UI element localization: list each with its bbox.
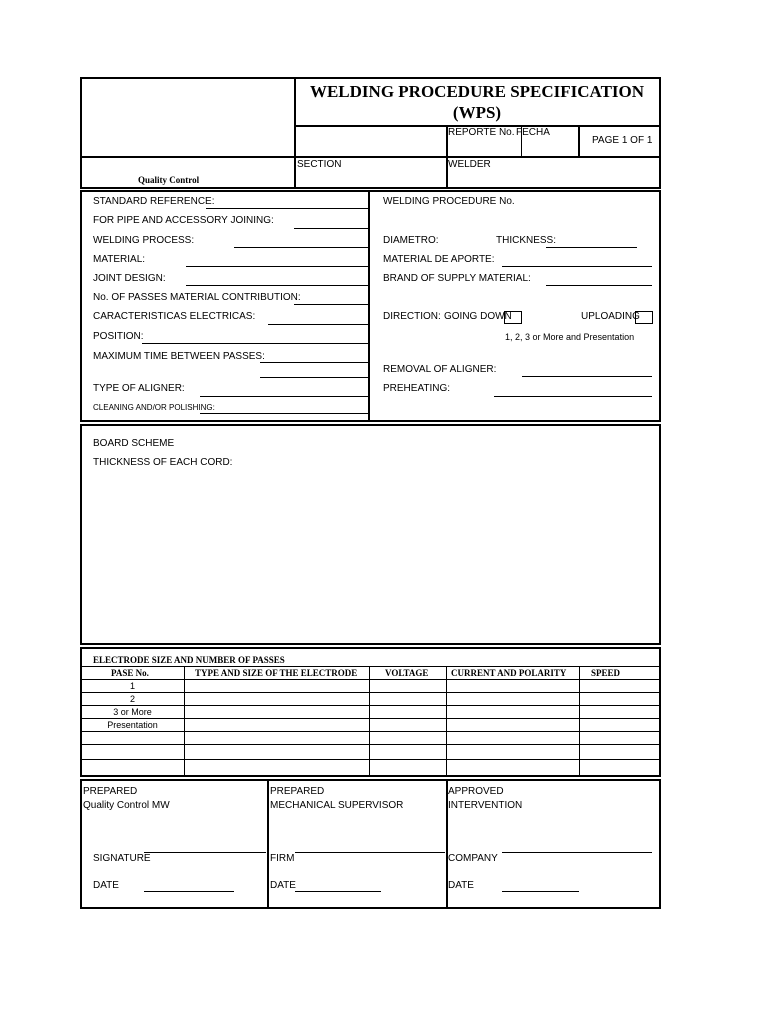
board-scheme-label: BOARD SCHEME <box>93 438 175 449</box>
pipe-joining-line[interactable] <box>294 228 368 229</box>
date-label: DATE <box>93 880 119 891</box>
signoff-role: APPROVED <box>448 786 504 797</box>
signoff-name: INTERVENTION <box>448 800 523 811</box>
going-down-label: GOING DOWN <box>444 311 512 322</box>
date-label: DATE <box>270 880 296 891</box>
cleaning-polishing-line[interactable] <box>200 413 368 414</box>
passes-contribution-line[interactable] <box>294 304 368 305</box>
material-aporte-label: MATERIAL DE APORTE: <box>383 254 495 265</box>
col-header-pase: PASE No. <box>111 668 149 678</box>
electrical-characteristics-label: CARACTERISTICAS ELECTRICAS: <box>93 311 256 322</box>
direction-label: DIRECTION: <box>383 311 441 322</box>
firm-line[interactable] <box>295 852 445 853</box>
type-of-aligner-label: TYPE OF ALIGNER: <box>93 383 185 394</box>
max-time-passes-label: MAXIMUM TIME BETWEEN PASSES: <box>93 351 265 362</box>
material-label: MATERIAL: <box>93 254 146 265</box>
table-row-line <box>81 731 660 732</box>
table-row-line <box>81 759 660 760</box>
welding-process-line[interactable] <box>234 247 368 248</box>
pipe-joining-label: FOR PIPE AND ACCESSORY JOINING: <box>93 215 274 226</box>
standard-reference-label: STANDARD REFERENCE: <box>93 196 215 207</box>
diametro-label: DIAMETRO: <box>383 235 439 246</box>
section-label: SECTION <box>297 159 342 170</box>
passes-contribution-label: No. OF PASSES MATERIAL CONTRIBUTION: <box>93 292 301 303</box>
cleaning-polishing-label: CLEANING AND/OR POLISHING: <box>93 403 215 412</box>
thickness-line[interactable] <box>546 247 637 248</box>
electrode-table-title: ELECTRODE SIZE AND NUMBER OF PASSES <box>93 655 285 665</box>
electrode-header-top <box>81 666 660 667</box>
col-header-current: CURRENT AND POLARITY <box>451 668 567 678</box>
uploading-checkbox[interactable] <box>635 311 653 324</box>
material-aporte-line[interactable] <box>502 266 652 267</box>
fecha-label: FECHA <box>516 127 550 138</box>
company-line[interactable] <box>502 852 652 853</box>
header-page-divider <box>578 125 580 157</box>
cord-thickness-label: THICKNESS OF EACH CORD: <box>93 457 233 468</box>
material-line[interactable] <box>186 266 368 267</box>
department-label: Quality Control <box>138 175 200 185</box>
max-time-passes-line-2[interactable] <box>260 377 368 378</box>
direction-note: 1, 2, 3 or More and Presentation <box>505 332 635 342</box>
col-header-electrode: TYPE AND SIZE OF THE ELECTRODE <box>195 668 358 678</box>
col-header-speed: SPEED <box>591 668 621 678</box>
electrical-characteristics-line[interactable] <box>268 324 368 325</box>
max-time-passes-line[interactable] <box>260 362 368 363</box>
preheating-line[interactable] <box>494 396 652 397</box>
signoff-divider-1 <box>267 779 269 909</box>
signoff-section <box>80 779 661 909</box>
date-line[interactable] <box>502 891 579 892</box>
joint-design-label: JOINT DESIGN: <box>93 273 166 284</box>
preheating-label: PREHEATING: <box>383 383 451 394</box>
going-down-checkbox[interactable] <box>504 311 522 324</box>
position-line[interactable] <box>142 343 368 344</box>
signoff-role: PREPARED <box>270 786 325 797</box>
brand-supply-label: BRAND OF SUPPLY MATERIAL: <box>383 273 531 284</box>
pass-cell: 3 or More <box>113 707 152 717</box>
date-label: DATE <box>448 880 474 891</box>
thickness-label: THICKNESS: <box>496 235 557 246</box>
company-label: COMPANY <box>448 853 498 864</box>
procedure-divider <box>368 190 370 422</box>
procedure-no-label: WELDING PROCEDURE No. <box>383 196 515 207</box>
page-title-acronym: (WPS) <box>452 103 502 122</box>
pass-cell: Presentation <box>107 720 158 730</box>
removal-aligner-label: REMOVAL OF ALIGNER: <box>383 364 497 375</box>
position-label: POSITION: <box>93 331 144 342</box>
brand-supply-line[interactable] <box>546 285 652 286</box>
date-line[interactable] <box>295 891 381 892</box>
welding-process-label: WELDING PROCESS: <box>93 235 195 246</box>
type-of-aligner-line[interactable] <box>200 396 368 397</box>
signature-label: SIGNATURE <box>93 853 151 864</box>
page-title: WELDING PROCEDURE SPECIFICATION <box>309 82 645 101</box>
pass-cell: 1 <box>129 681 135 691</box>
header-mid-line <box>80 156 661 158</box>
page-number: PAGE 1 OF 1 <box>592 135 653 146</box>
reporte-label: REPORTE No. <box>448 127 515 138</box>
removal-aligner-line[interactable] <box>522 376 652 377</box>
uploading-label: UPLOADING <box>581 311 640 322</box>
signature-line[interactable] <box>144 852 266 853</box>
firm-label: FIRM <box>270 853 295 864</box>
col-header-voltage: VOLTAGE <box>385 668 429 678</box>
signoff-role: PREPARED <box>83 786 138 797</box>
welder-label: WELDER <box>448 159 491 170</box>
signoff-name: MECHANICAL SUPERVISOR <box>270 800 404 811</box>
standard-reference-line[interactable] <box>206 208 368 209</box>
signoff-name: Quality Control MW <box>83 800 170 811</box>
date-line[interactable] <box>144 891 234 892</box>
joint-design-line[interactable] <box>186 285 368 286</box>
pass-cell: 2 <box>129 694 135 704</box>
table-row-line <box>81 744 660 745</box>
